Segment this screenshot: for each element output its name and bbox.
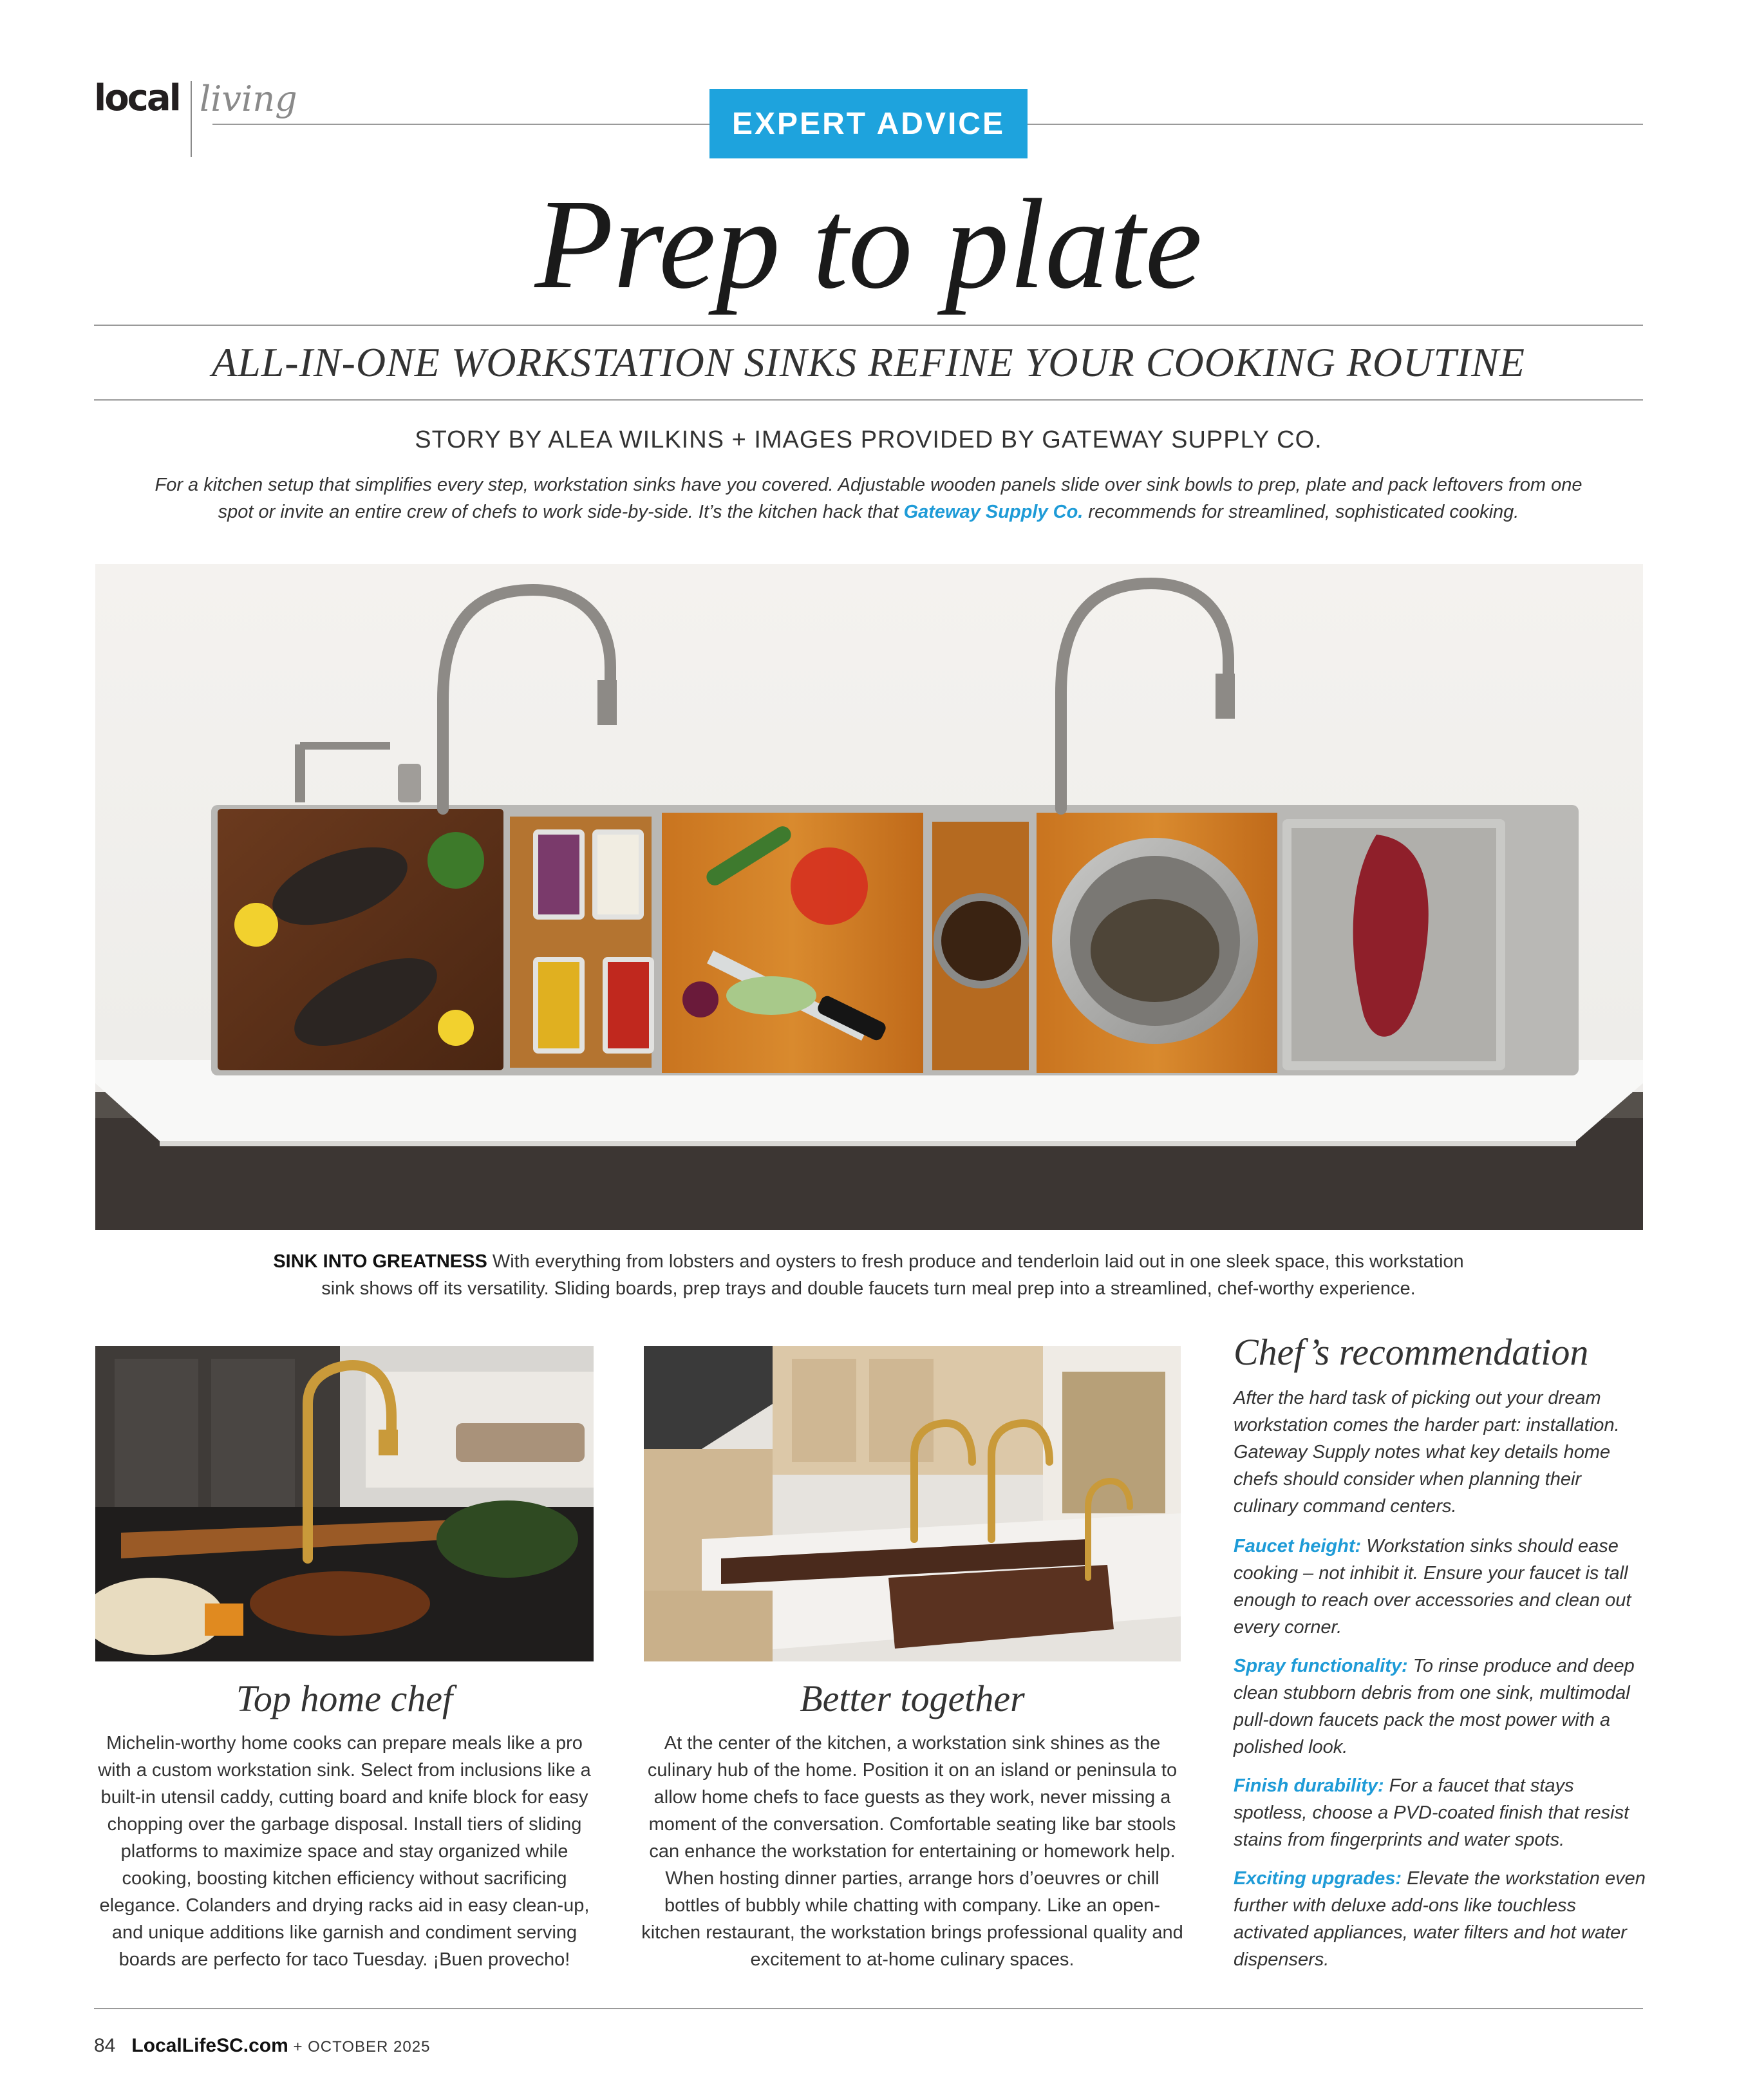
gateway-supply-link[interactable]: Gateway Supply Co. [903,502,1084,522]
byline: STORY BY ALEA WILKINS + IMAGES PROVIDED BY GATEWAY SUPPLY CO. [415,426,1322,453]
sidebar-tip-exciting-upgrades: Exciting upgrades: Elevate the workstation even further with deluxe add-ons like touchless activated appliances, water filters and hot water dispensers. [1234,1868,1646,1970]
footer-rule [94,2008,1643,2009]
column-heading-top-home-chef: Top home chef [236,1678,453,1719]
sidebar-tip-finish-durability: Finish durability: For a faucet that stays spotless, choose a PVD-coated finish that resist stains from fingerprints and water spots. [1234,1775,1629,1850]
better-together-photo [644,1346,1181,1661]
sidebar-tip-faucet-height: Faucet height: Workstation sinks should ease cooking – not inhibit it. Ensure your faucet is tall enough to reach over accessories and clean out every corner. [1234,1536,1631,1638]
hero-caption: SINK INTO GREATNESS With everything from lobsters and oysters to fresh produce and tenderloin laid out in one sleek space, this workstation sink shows off its versatility. Sliding boards, prep trays and double faucets turn meal prep into a streamlined, chef-worthy experience. [273,1251,1464,1299]
sidebar-heading: Chef’s recommendation [1234,1331,1589,1373]
workstation-sink-image [95,564,1643,1230]
hero-photo [95,564,1643,1230]
section-badge: EXPERT ADVICE [709,89,1028,158]
issue-date: + OCTOBER 2025 [288,2038,431,2056]
sidebar-tip-spray-functionality: Spray functionality: To rinse produce and deep clean stubborn debris from one sink, multimodal pull-down faucets pack the most power with a polished look. [1234,1656,1635,1757]
article-subtitle: ALL-IN-ONE WORKSTATION SINKS REFINE YOUR COOKING ROUTINE [211,339,1526,385]
gold-faucet-kitchen-image [95,1346,594,1661]
title-rule-bottom [94,399,1643,401]
site-link[interactable]: LocalLifeSC.com [131,2035,288,2056]
island-workstation-image [644,1346,1181,1661]
logo-local: local [94,77,180,119]
top-home-chef-photo [95,1346,594,1661]
page-number: 84 [94,2035,116,2056]
column-body-top-home-chef: Michelin-worthy home cooks can prepare meals like a pro with a custom workstation sink. Select from inclusions like a built-in utensil caddy, cutting board and knife block for easy chopping over the garbage disposal. Install tiers of sliding platforms to maximize space and stay organized while cooking, boosting kitchen efficiency without sacrificing elegance. Colanders and drying racks aid in easy clean-up, and unique additions like garnish and condiment serving boards are perfecto for taco Tuesday. ¡Buen provecho! [98,1733,591,1970]
page-footer [94,2035,430,2057]
sidebar-intro: After the hard task of picking out your dream workstation comes the harder part: installation. Gateway Supply notes what key details home chefs should consider when planning their culinary command centers. [1234,1388,1620,1517]
intro-paragraph: For a kitchen setup that simplifies every step, workstation sinks have you covered. Adjustable wooden panels slide over sink bowls to prep, plate and pack leftovers from one spot or invite an entire crew of chefs to work side-by-side. It’s the kitchen hack that Gateway Supply Co. recommends for streamlined, sophisticated cooking. [155,475,1582,522]
logo-living: living [200,79,297,119]
column-body-better-together: At the center of the kitchen, a workstation sink shines as the culinary hub of the home. Position it on an island or peninsula to allow home chefs to face guests as they work, never missing a moment of the conversation. Comfortable seating like bar stools can enhance the workstation for entertaining or homework help. When hosting dinner parties, arrange hors d’oeuvres or chill bottles of bubbly while chatting with company. Like an open-kitchen restaurant, the workstation brings professional quality and excitement to at-home culinary spaces. [641,1733,1183,1970]
logo-divider [191,81,192,157]
title-rule-top [94,325,1643,326]
column-heading-better-together: Better together [800,1678,1025,1719]
article-title: Prep to plate [534,173,1203,316]
